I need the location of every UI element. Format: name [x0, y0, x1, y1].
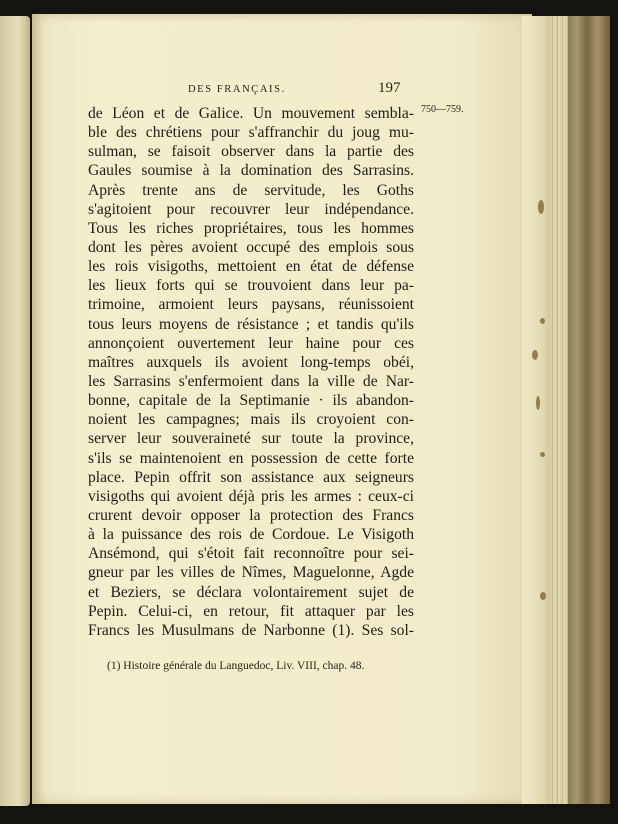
text-line: de Léon et de Galice. Un mouvement sembla- — [88, 105, 414, 122]
text-line: maîtres auxquels ils avoient long-temps obéi, — [88, 353, 414, 371]
page-stack-edge — [550, 16, 568, 804]
text-line: à la puissance des rois de Cordoue. Le Visigoth — [88, 526, 414, 544]
text-line: dont les pères avoient occupé des emplois sous — [88, 238, 414, 256]
text-line: annonçoient ouvertement leur haine pour ces — [88, 334, 414, 352]
text-line: gneur par les villes de Nîmes, Maguelonne, Agde — [88, 564, 414, 582]
text-line: place. Pepin offrit son assistance aux seigneurs — [88, 468, 414, 486]
running-title: DES FRANÇAIS. — [188, 84, 286, 95]
text-line: les Sarrasins s'enfermoient dans la ville de Nar- — [88, 372, 414, 390]
text-line: s'ils se maintenoient en possession de cette forte — [88, 449, 414, 467]
foxing-stain — [540, 592, 546, 600]
text-line: Pepin. Celui-ci, en retour, fit attaquer par les — [88, 602, 414, 620]
text-line: et Beziers, se déclara volontairement sujet de — [88, 583, 414, 601]
book-cover-edge — [568, 16, 610, 804]
text-line: noient les campagnes; mais ils croyoient con- — [88, 411, 414, 429]
text-line: Tous les riches propriétaires, tous les hommes — [88, 219, 414, 237]
facing-page-edge — [0, 16, 30, 806]
foxing-stain — [532, 350, 538, 360]
text-line: bonne, capitale de la Septimanie · ils abandon- — [88, 392, 414, 410]
text-line: Ansémond, qui s'étoit fait reconnoître pour sei- — [88, 545, 414, 563]
text-line: server leur souveraineté sur toute la province, — [88, 430, 414, 448]
text-line: les lieux forts qui se trouvoient dans leur pa- — [88, 277, 414, 295]
foxing-stain — [540, 318, 545, 324]
text-line: Gaules soumise à la domination des Sarrasins. — [88, 162, 414, 180]
page-curve — [522, 16, 550, 804]
foxing-stain — [540, 452, 545, 457]
text-line: Francs les Musulmans de Narbonne (1). Ses sol- — [88, 621, 414, 639]
foxing-stain — [538, 200, 544, 214]
text-line: s'agitoient pour recouvrer leur indépendance. — [88, 200, 414, 218]
page-number: 197 — [378, 80, 401, 96]
text-line: Après trente ans de servitude, les Goths — [88, 181, 414, 199]
text-line: les rois visigoths, mettoient en état de défense — [88, 258, 414, 276]
margin-date-note: 750—759. — [421, 104, 464, 115]
text-line: visigoths qui avoient déjà pris les armes : ceux-ci — [88, 487, 414, 505]
body-text — [88, 104, 414, 640]
text-line: sulman, se faisoit observer dans la partie des — [88, 143, 414, 161]
text-line: tous leurs moyens de résistance ; et tandis qu'ils — [88, 315, 414, 333]
text-line: trimoine, armoient leurs paysans, réunissoient — [88, 296, 414, 314]
footnote: (1) Histoire générale du Languedoc, Liv. VIII, chap. 48. — [107, 660, 365, 672]
foxing-stain — [536, 396, 540, 410]
text-line: crurent devoir opposer la protection des Francs — [88, 506, 414, 524]
text-line: ble des chrétiens pour s'affranchir du joug mu- — [88, 124, 414, 142]
